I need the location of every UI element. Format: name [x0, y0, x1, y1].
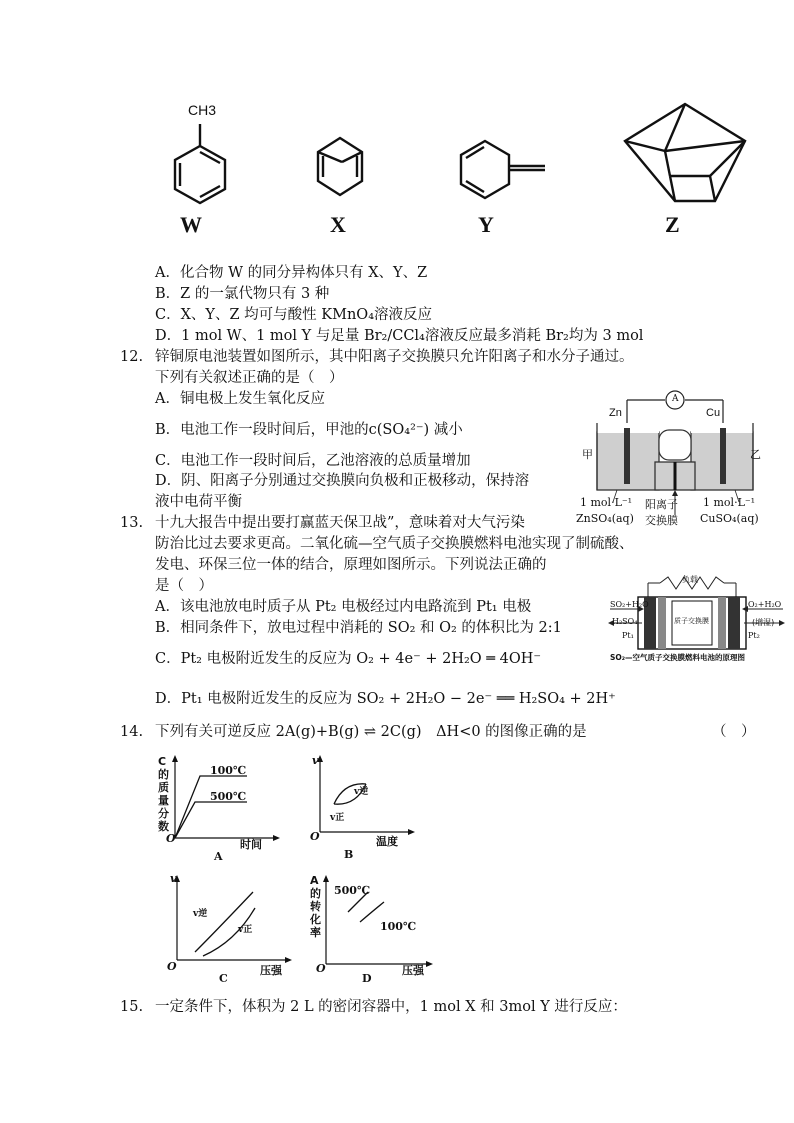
q15-number: 15.	[120, 999, 144, 1015]
q13-stem-1: 十九大报告中提出要打赢蓝天保卫战”，意味着对大气污染	[155, 515, 525, 531]
pt1-label: Pt₁	[622, 631, 634, 640]
q13-option-b: B．相同条件下，放电过程中消耗的 SO₂ 和 O₂ 的体积比为 2:1	[155, 620, 562, 636]
left-solution: ZnSO₄(aq)	[576, 512, 634, 525]
load-label: 负载	[682, 575, 698, 584]
q12-option-d-line1: D．阴、阳离子分别通过交换膜向负极和正极移动，保持溶	[155, 473, 530, 489]
graph-b-rev-label: v逆	[354, 787, 369, 797]
graph-d-x-label: 压强	[402, 964, 424, 977]
graph-a-500c: 500℃	[210, 790, 247, 803]
graph-d-500c: 500℃	[334, 884, 371, 897]
left-output-label: H₂SO₄	[612, 617, 638, 626]
q12-option-d-line2: 液中电荷平衡	[155, 494, 242, 510]
graph-c-tag: C	[219, 972, 228, 985]
graph-b	[308, 752, 418, 852]
q13-option-d: D．Pt₁ 电极附近发生的反应为 SO₂ + 2H₂O − 2e⁻ ══ H₂SO₄ + 2H⁺	[155, 691, 616, 707]
q13-option-a: A．该电池放电时质子从 Pt₂ 电极经过内电路流到 Pt₁ 电极	[155, 599, 532, 615]
graph-b-plot	[308, 752, 418, 852]
q13-option-c: C．Pt₂ 电极附近发生的反应为 O₂ + 4e⁻ + 2H₂O ═ 4OH⁻	[155, 651, 542, 667]
q13-stem-2: 防治比过去要求更高。二氧化硫—空气质子交换膜燃料电池实现了制硫酸、	[155, 536, 634, 552]
graph-c-origin: O	[167, 960, 177, 973]
graph-a-y-label: C 的 质 量 分 数	[158, 755, 169, 833]
q12-number: 12.	[120, 349, 144, 365]
molecule-y	[461, 141, 545, 198]
graph-b-x-label: 温度	[376, 835, 398, 848]
graph-c	[165, 872, 295, 972]
graph-c-fwd-label: v正	[238, 925, 253, 935]
q12-stem-2: 下列有关叙述正确的是（ ）	[155, 370, 344, 386]
molecule-z	[625, 104, 745, 201]
q11-option-a: A．化合物 W 的同分异构体只有 X、Y、Z	[155, 265, 428, 281]
membrane-label: 质子交换膜	[674, 617, 709, 625]
left-concentration: 1 mol·L⁻¹	[580, 496, 633, 509]
graph-a-tag: A	[214, 850, 223, 863]
molecule-x	[318, 138, 362, 195]
graph-a-origin: O	[166, 832, 176, 845]
graph-c-plot	[165, 872, 295, 972]
left-input-label: SO₂+H₂O	[610, 600, 649, 609]
q12-stem-1: 锌铜原电池装置如图所示，其中阳离子交换膜只允许阳离子和水分子通过。	[155, 349, 634, 365]
graph-d-100c: 100℃	[380, 920, 417, 933]
graph-c-rev-label: v逆	[193, 909, 208, 919]
q14-number: 14.	[120, 724, 144, 740]
right-solution: CuSO₄(aq)	[700, 512, 759, 525]
pt2-label: Pt₂	[748, 631, 760, 640]
membrane-label-1: 阳离子	[645, 498, 678, 511]
graph-a-100c: 100℃	[210, 764, 247, 777]
graph-a-x-label: 时间	[240, 838, 262, 851]
yi-label: 乙	[750, 448, 761, 461]
right-concentration: 1 mol·L⁻¹	[703, 496, 756, 509]
membrane-label-2: 交换膜	[645, 514, 678, 527]
molecule-w	[175, 124, 225, 203]
graph-b-tag: B	[344, 848, 354, 861]
fuel-cell-diagram	[608, 575, 783, 655]
graph-c-x-label: 压强	[260, 964, 282, 977]
q14-answer-bracket: （ ）	[712, 724, 756, 740]
graph-b-fwd-label: v正	[330, 813, 345, 823]
jia-label: 甲	[582, 448, 593, 461]
molecule-x-label: X	[330, 212, 346, 237]
q12-option-b: B．电池工作一段时间后，甲池的c(SO₄²⁻) 减小	[155, 422, 463, 438]
q12-option-c: C．电池工作一段时间后，乙池溶液的总质量增加	[155, 453, 471, 469]
molecule-y-label: Y	[478, 212, 494, 237]
q11-option-b: B．Z 的一氯代物只有 3 种	[155, 286, 330, 302]
q12-option-a: A．铜电极上发生氧化反应	[155, 391, 325, 407]
q15-stem: 一定条件下，体积为 2 L 的密闭容器中，1 mol X 和 3mol Y 进行反应：	[155, 999, 627, 1015]
q13-stem-3: 发电、环保三位一体的结合，原理如图所示。下列说法正确的	[155, 557, 547, 573]
ch3-label: CH3	[188, 102, 217, 118]
molecule-w-label: W	[180, 212, 202, 237]
ammeter-label: A	[672, 394, 679, 404]
q13-number: 13.	[120, 515, 144, 531]
graph-b-origin: O	[310, 830, 320, 843]
right-output-label: (增湿)	[752, 618, 775, 627]
q11-option-d: D．1 mol W、1 mol Y 与足量 Br₂/CCl₄溶液反应最多消耗 Br₂均为 3 mol	[155, 328, 644, 344]
molecule-z-label: Z	[665, 212, 680, 237]
graph-c-y-label: v	[170, 872, 177, 885]
cu-label: Cu	[706, 407, 721, 419]
graph-d-y-label: A 的 转 化 率	[310, 874, 321, 939]
graph-d-origin: O	[316, 962, 326, 975]
zn-label: Zn	[609, 407, 622, 419]
right-input-label: O₂+H₂O	[748, 600, 782, 609]
q13-stem-4: 是（ ）	[155, 578, 213, 594]
graph-d-tag: D	[362, 972, 372, 985]
q14-stem: 下列有关可逆反应 2A(g)+B(g) ⇌ 2C(g) ΔH<0 的图像正确的是	[155, 724, 587, 740]
graph-b-y-label: v	[312, 754, 319, 767]
q11-option-c: C．X、Y、Z 均可与酸性 KMnO₄溶液反应	[155, 307, 432, 323]
fuel-cell-caption: SO₂—空气质子交换膜燃料电池的原理图	[610, 653, 746, 662]
